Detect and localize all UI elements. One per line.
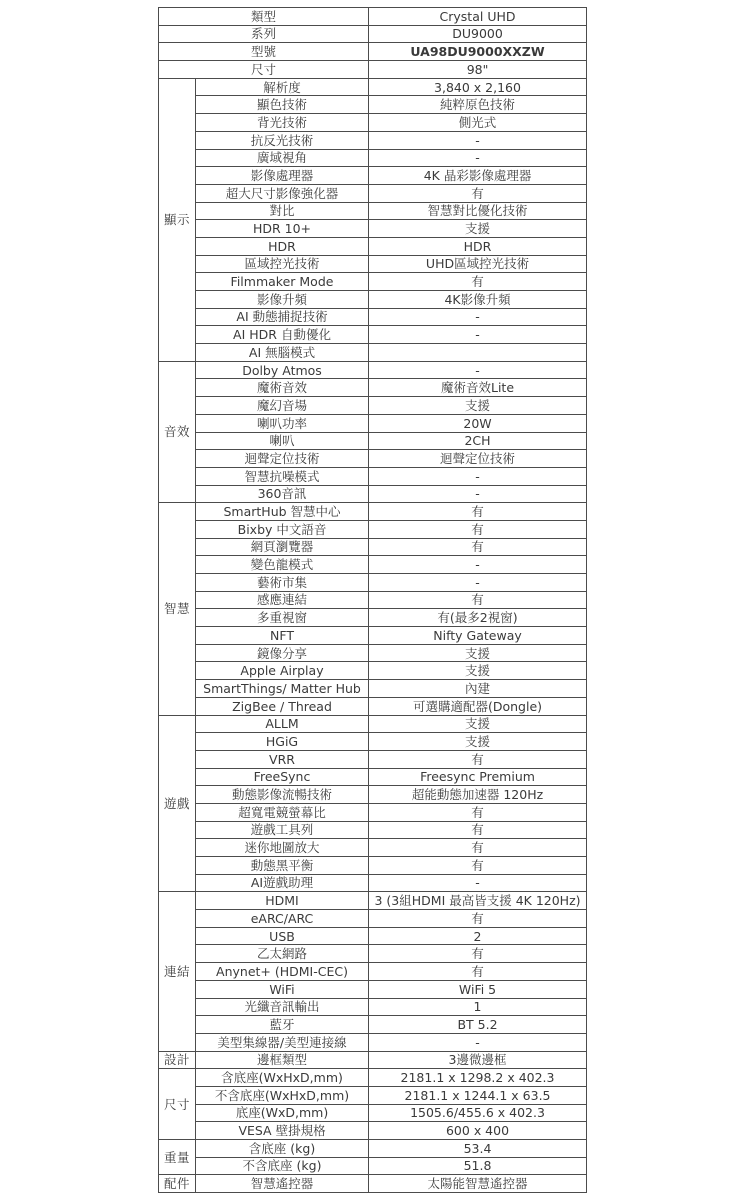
spec-row <box>159 1140 587 1158</box>
spec-value: WiFi 5 <box>369 980 587 998</box>
spec-label: 變色龍模式 <box>196 556 369 574</box>
spec-value: 有 <box>369 538 587 556</box>
header-row <box>159 61 587 79</box>
spec-label: 感應連結 <box>196 591 369 609</box>
spec-row <box>159 1175 587 1193</box>
spec-label: VRR <box>196 750 369 768</box>
spec-row <box>159 1069 587 1087</box>
spec-value: 3 (3組HDMI 最高皆支援 4K 120Hz) <box>369 892 587 910</box>
spec-label: Apple Airplay <box>196 662 369 680</box>
spec-value: 51.8 <box>369 1157 587 1175</box>
spec-value: - <box>369 326 587 344</box>
spec-value: 內建 <box>369 680 587 698</box>
spec-row <box>159 1157 587 1175</box>
spec-label: 網頁瀏覽器 <box>196 538 369 556</box>
spec-table-body <box>159 8 587 1193</box>
spec-label: 360音訊 <box>196 485 369 503</box>
spec-label: 解析度 <box>196 78 369 96</box>
spec-row <box>159 361 587 379</box>
spec-row <box>159 574 587 592</box>
spec-category: 遊戲 <box>159 715 196 892</box>
spec-row <box>159 344 587 362</box>
spec-value: - <box>369 361 587 379</box>
spec-row <box>159 998 587 1016</box>
spec-label: 底座(WxD,mm) <box>196 1104 369 1122</box>
spec-label: FreeSync <box>196 768 369 786</box>
spec-row <box>159 114 587 132</box>
spec-value: 超能動態加速器 120Hz <box>369 786 587 804</box>
spec-value: - <box>369 556 587 574</box>
spec-row <box>159 379 587 397</box>
spec-value: 有 <box>369 839 587 857</box>
spec-label: ALLM <box>196 715 369 733</box>
spec-row <box>159 945 587 963</box>
spec-label: VESA 壁掛規格 <box>196 1122 369 1140</box>
spec-value: 有 <box>369 591 587 609</box>
spec-value: 有 <box>369 184 587 202</box>
spec-row <box>159 750 587 768</box>
spec-row <box>159 167 587 185</box>
spec-label: 美型集線器/美型連接線 <box>196 1033 369 1051</box>
spec-value: 4K影像升頻 <box>369 291 587 309</box>
spec-row <box>159 821 587 839</box>
spec-label: 智慧遙控器 <box>196 1175 369 1193</box>
spec-label: 超寬電競螢幕比 <box>196 803 369 821</box>
spec-value: - <box>369 574 587 592</box>
spec-label: 影像升頻 <box>196 291 369 309</box>
spec-row <box>159 432 587 450</box>
spec-label: 遊戲工具列 <box>196 821 369 839</box>
header-row <box>159 25 587 43</box>
spec-category: 音效 <box>159 361 196 503</box>
spec-value: 1 <box>369 998 587 1016</box>
spec-category: 尺寸 <box>159 1069 196 1140</box>
spec-label: USB <box>196 927 369 945</box>
spec-row <box>159 131 587 149</box>
spec-row <box>159 202 587 220</box>
spec-value: 2181.1 x 1244.1 x 63.5 <box>369 1086 587 1104</box>
spec-row <box>159 1051 587 1069</box>
spec-value: - <box>369 131 587 149</box>
spec-value: 支援 <box>369 662 587 680</box>
spec-label: 系列 <box>159 25 369 43</box>
spec-value: 有 <box>369 520 587 538</box>
spec-value: 2CH <box>369 432 587 450</box>
spec-value: 有 <box>369 857 587 875</box>
spec-value: Crystal UHD <box>369 8 587 26</box>
spec-row <box>159 503 587 521</box>
spec-value: 有 <box>369 945 587 963</box>
spec-row <box>159 291 587 309</box>
spec-value: 2 <box>369 927 587 945</box>
spec-label: 多重視窗 <box>196 609 369 627</box>
spec-value: 支援 <box>369 220 587 238</box>
spec-row <box>159 538 587 556</box>
spec-value: 支援 <box>369 397 587 415</box>
spec-value: 純粹原色技術 <box>369 96 587 114</box>
spec-category: 智慧 <box>159 503 196 715</box>
spec-label: AI 無腦模式 <box>196 344 369 362</box>
spec-value: 有(最多2視窗) <box>369 609 587 627</box>
spec-label: ZigBee / Thread <box>196 697 369 715</box>
spec-row <box>159 467 587 485</box>
spec-label: HDR <box>196 237 369 255</box>
spec-value: BT 5.2 <box>369 1016 587 1034</box>
spec-value: 可選購適配器(Dongle) <box>369 697 587 715</box>
header-row <box>159 8 587 26</box>
spec-row <box>159 308 587 326</box>
spec-label: HDMI <box>196 892 369 910</box>
spec-label: 尺寸 <box>159 61 369 79</box>
spec-label: 類型 <box>159 8 369 26</box>
spec-value: 98" <box>369 61 587 79</box>
spec-value: DU9000 <box>369 25 587 43</box>
spec-label: 藝術市集 <box>196 574 369 592</box>
spec-value: UA98DU9000XXZW <box>369 43 587 61</box>
spec-value: - <box>369 874 587 892</box>
spec-label: Filmmaker Mode <box>196 273 369 291</box>
spec-label: 動態影像流暢技術 <box>196 786 369 804</box>
spec-value: 有 <box>369 750 587 768</box>
spec-label: HGiG <box>196 733 369 751</box>
spec-label: 背光技術 <box>196 114 369 132</box>
spec-label: AI 動態捕捉技術 <box>196 308 369 326</box>
spec-label: eARC/ARC <box>196 910 369 928</box>
spec-value: - <box>369 467 587 485</box>
spec-value: 智慧對比優化技術 <box>369 202 587 220</box>
spec-row <box>159 839 587 857</box>
spec-label: 影像處理器 <box>196 167 369 185</box>
spec-label: 顯色技術 <box>196 96 369 114</box>
spec-value: UHD區域控光技術 <box>369 255 587 273</box>
spec-label: Dolby Atmos <box>196 361 369 379</box>
spec-row <box>159 485 587 503</box>
spec-row <box>159 733 587 751</box>
spec-value: - <box>369 1033 587 1051</box>
spec-row <box>159 627 587 645</box>
spec-value: 20W <box>369 414 587 432</box>
spec-value: 有 <box>369 503 587 521</box>
spec-value: 魔術音效Lite <box>369 379 587 397</box>
spec-label: SmartThings/ Matter Hub <box>196 680 369 698</box>
spec-label: 藍牙 <box>196 1016 369 1034</box>
spec-label: 不含底座 (kg) <box>196 1157 369 1175</box>
spec-label: 光纖音訊輸出 <box>196 998 369 1016</box>
spec-category: 配件 <box>159 1175 196 1193</box>
spec-value: 迴聲定位技術 <box>369 450 587 468</box>
spec-label: 鏡像分享 <box>196 644 369 662</box>
spec-label: WiFi <box>196 980 369 998</box>
spec-label: 喇叭 <box>196 432 369 450</box>
spec-value: 3邊微邊框 <box>369 1051 587 1069</box>
spec-value: 2181.1 x 1298.2 x 402.3 <box>369 1069 587 1087</box>
spec-row <box>159 644 587 662</box>
spec-value: 有 <box>369 910 587 928</box>
spec-value: Freesync Premium <box>369 768 587 786</box>
spec-row <box>159 1086 587 1104</box>
spec-value <box>369 344 587 362</box>
spec-label: 型號 <box>159 43 369 61</box>
spec-value: 太陽能智慧遙控器 <box>369 1175 587 1193</box>
spec-row <box>159 591 587 609</box>
spec-table <box>158 7 587 1193</box>
spec-value: 有 <box>369 821 587 839</box>
spec-value: 支援 <box>369 715 587 733</box>
spec-row <box>159 520 587 538</box>
spec-row <box>159 397 587 415</box>
spec-value: Nifty Gateway <box>369 627 587 645</box>
spec-value: 3,840 x 2,160 <box>369 78 587 96</box>
spec-row <box>159 96 587 114</box>
spec-label: SmartHub 智慧中心 <box>196 503 369 521</box>
spec-label: 對比 <box>196 202 369 220</box>
spec-label: AI遊戲助理 <box>196 874 369 892</box>
spec-label: 抗反光技術 <box>196 131 369 149</box>
spec-value: 支援 <box>369 644 587 662</box>
spec-row <box>159 803 587 821</box>
spec-label: 智慧抗噪模式 <box>196 467 369 485</box>
spec-row <box>159 1016 587 1034</box>
spec-label: 邊框類型 <box>196 1051 369 1069</box>
spec-row <box>159 786 587 804</box>
spec-row <box>159 927 587 945</box>
spec-label: 廣域視角 <box>196 149 369 167</box>
spec-category: 顯示 <box>159 78 196 361</box>
spec-row <box>159 910 587 928</box>
spec-row <box>159 963 587 981</box>
spec-row <box>159 1033 587 1051</box>
spec-row <box>159 609 587 627</box>
spec-row <box>159 149 587 167</box>
spec-value: 側光式 <box>369 114 587 132</box>
spec-label: 不含底座(WxHxD,mm) <box>196 1086 369 1104</box>
spec-row <box>159 220 587 238</box>
spec-label: 迴聲定位技術 <box>196 450 369 468</box>
spec-label: Anynet+ (HDMI-CEC) <box>196 963 369 981</box>
spec-label: 喇叭功率 <box>196 414 369 432</box>
header-row <box>159 43 587 61</box>
spec-value: 支援 <box>369 733 587 751</box>
spec-row <box>159 892 587 910</box>
spec-value: 有 <box>369 803 587 821</box>
spec-label: 乙太網路 <box>196 945 369 963</box>
spec-category: 連結 <box>159 892 196 1051</box>
spec-row <box>159 768 587 786</box>
spec-label: 魔術音效 <box>196 379 369 397</box>
spec-row <box>159 184 587 202</box>
spec-row <box>159 1104 587 1122</box>
spec-value: 1505.6/455.6 x 402.3 <box>369 1104 587 1122</box>
spec-label: 魔幻音場 <box>196 397 369 415</box>
spec-row <box>159 255 587 273</box>
spec-row <box>159 680 587 698</box>
spec-label: 動態黑平衡 <box>196 857 369 875</box>
spec-row <box>159 697 587 715</box>
spec-label: 區域控光技術 <box>196 255 369 273</box>
spec-label: 超大尺寸影像強化器 <box>196 184 369 202</box>
spec-value: 有 <box>369 963 587 981</box>
spec-label: AI HDR 自動優化 <box>196 326 369 344</box>
spec-value: 有 <box>369 273 587 291</box>
spec-row <box>159 980 587 998</box>
spec-row <box>159 78 587 96</box>
spec-label: HDR 10+ <box>196 220 369 238</box>
spec-value: HDR <box>369 237 587 255</box>
spec-row <box>159 1122 587 1140</box>
spec-value: 53.4 <box>369 1140 587 1158</box>
spec-row <box>159 414 587 432</box>
spec-value: - <box>369 149 587 167</box>
spec-row <box>159 450 587 468</box>
spec-row <box>159 715 587 733</box>
spec-category: 重量 <box>159 1140 196 1175</box>
spec-value: - <box>369 308 587 326</box>
spec-label: 含底座 (kg) <box>196 1140 369 1158</box>
spec-row <box>159 874 587 892</box>
spec-row <box>159 237 587 255</box>
spec-value: - <box>369 485 587 503</box>
spec-row <box>159 273 587 291</box>
spec-value: 4K 晶彩影像處理器 <box>369 167 587 185</box>
spec-row <box>159 556 587 574</box>
spec-label: 含底座(WxHxD,mm) <box>196 1069 369 1087</box>
spec-row <box>159 662 587 680</box>
spec-label: NFT <box>196 627 369 645</box>
spec-category: 設計 <box>159 1051 196 1069</box>
spec-label: 迷你地圖放大 <box>196 839 369 857</box>
spec-label: Bixby 中文語音 <box>196 520 369 538</box>
spec-row <box>159 857 587 875</box>
spec-value: 600 x 400 <box>369 1122 587 1140</box>
spec-row <box>159 326 587 344</box>
